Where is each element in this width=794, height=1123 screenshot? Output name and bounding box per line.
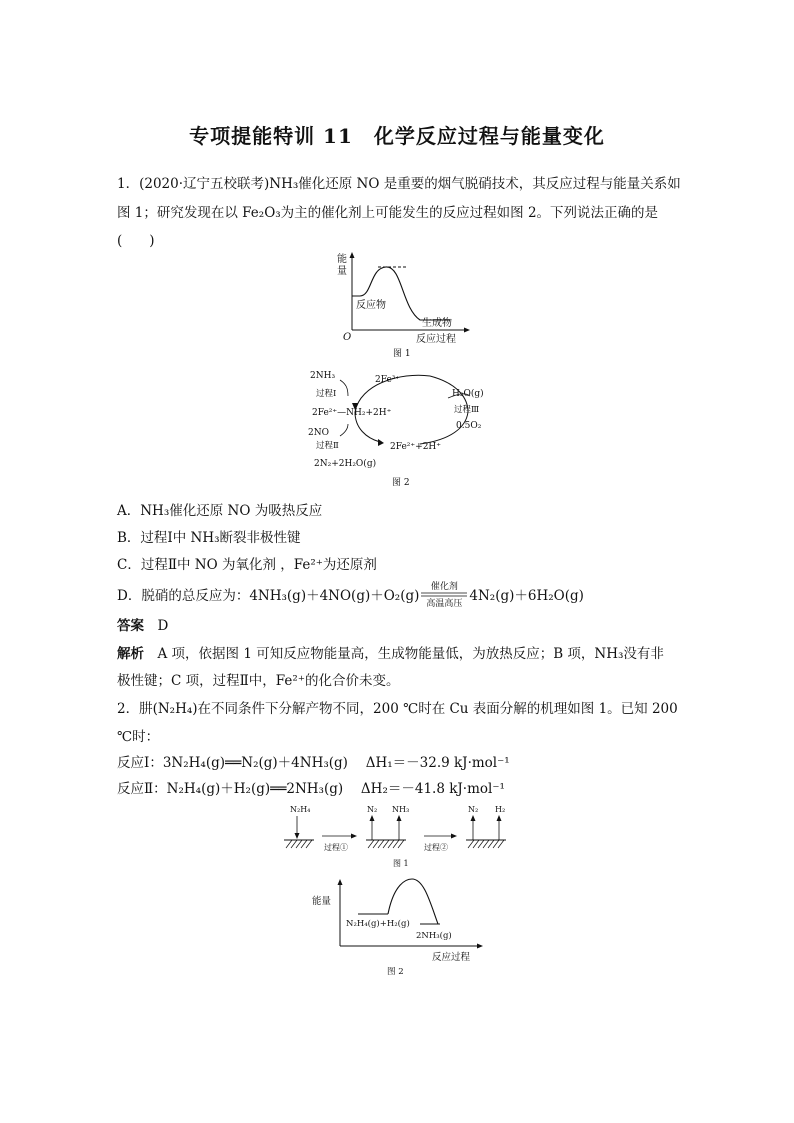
q1-answer	[117, 614, 168, 634]
q2-fig2-ylabel: 能量	[312, 896, 332, 907]
q2-fig1-hatch-2	[368, 840, 404, 848]
q1-fig1-x-arrow	[464, 328, 470, 333]
q2-figure1-mechanism	[282, 800, 512, 872]
q2-fig1-nh3: NH₃	[392, 805, 410, 814]
q1-fig2-process3: 过程Ⅲ	[454, 405, 480, 415]
q2-fig1-arrowhead-down	[295, 833, 300, 839]
q1-fig2-caption: 图 2	[392, 478, 410, 488]
q1-fig1-origin: O	[343, 332, 352, 343]
q1-fig1-reactant-label: 反应物	[356, 300, 386, 311]
q2-fig2-energy-curve	[388, 879, 438, 924]
q1-fig2-fe3: 2Fe³⁺	[375, 375, 401, 385]
q1-answer-value: D	[157, 618, 169, 634]
q1-fig1-y-arrow	[350, 252, 355, 258]
q1-fig1-energy-curve	[352, 267, 450, 320]
q1-fig1-product-label: 生成物	[422, 318, 452, 329]
q1-stem-line3: ( )	[117, 233, 155, 249]
q1-analysis-line2: 极性键；C 项，过程Ⅱ中，Fe²⁺的化合价未变。	[117, 673, 400, 689]
q1-fig2-no: 2NO	[308, 428, 329, 438]
q1-analysis-text1: A 项，依据图 1 可知反应物能量高，生成物能量低，为放热反应；B 项，NH₃没有非	[157, 646, 664, 662]
q2-fig2-y-arrow	[338, 879, 343, 885]
q1-fig2-process2: 过程Ⅱ	[316, 441, 339, 451]
q2-fig1-caption: 图 1	[393, 859, 409, 868]
q1-fig2-input-no	[340, 424, 348, 436]
q1-option-d-condition-text: 高温高压	[426, 599, 463, 609]
q2-fig1-hatch-3	[468, 840, 504, 848]
q1-figure2-catalytic-cycle	[300, 366, 500, 490]
q1-analysis-line1	[117, 642, 664, 662]
q2-fig2-product-label: 2NH₃(g)	[416, 931, 452, 941]
q1-fig2-nh3: 2NH₃	[310, 371, 336, 381]
q1-option-d-left: D．脱硝的总反应为：4NH₃(g)＋4NO(g)＋O₂(g)	[117, 588, 420, 604]
q2-reaction2: 反应Ⅱ：N₂H₄(g)＋H₂(g)══2NH₃(g) ΔH₂＝－41.8 kJ·mol⁻¹	[117, 781, 505, 797]
q1-option-d-right: 4N₂(g)＋6H₂O(g)	[469, 588, 584, 604]
q1-stem-line1: 1．(2020·辽宁五校联考)NH₃催化还原 NO 是重要的烟气脱硝技术，其反应过程与能量关系如	[117, 176, 681, 192]
q1-option-a: A．NH₃催化还原 NO 为吸热反应	[117, 503, 323, 519]
q1-option-d-catalyst: 催化剂	[430, 582, 458, 592]
q2-stem-line2: ℃时：	[117, 729, 160, 745]
page-title: 专项提能特训 11 化学反应过程与能量变化	[189, 124, 605, 148]
q1-option-d-condition	[419, 582, 469, 609]
q1-fig1-caption: 图 1	[393, 349, 411, 359]
q2-fig1-step1-arrowhead	[351, 834, 357, 839]
q2-stem-line1: 2．肼(N₂H₄)在不同条件下分解产物不同，200 ℃时在 Cu 表面分解的机理如图 1。已知 200	[117, 701, 678, 717]
q2-fig1-n2h4: N₂H₄	[290, 805, 311, 814]
q2-fig2-x-arrow	[477, 944, 483, 949]
q2-fig1-n2-b: N₂	[468, 805, 479, 814]
q2-fig1-step2: 过程②	[424, 843, 448, 852]
q1-fig2-input-nh3	[340, 380, 348, 396]
q1-answer-label: 答案	[117, 618, 144, 634]
q2-fig1-n2: N₂	[367, 805, 378, 814]
q1-fig2-process1: 过程Ⅰ	[316, 389, 337, 399]
q1-fig1-xlabel: 反应过程	[416, 334, 456, 345]
q2-fig1-hatch-1	[286, 840, 312, 848]
q1-fig2-middle: 2Fe²⁺—NH₂+2H⁺	[312, 408, 392, 418]
q1-analysis-label: 解析	[117, 646, 144, 662]
q2-fig1-step2-arrowhead	[451, 834, 457, 839]
q1-figure1-energy-diagram	[330, 250, 470, 360]
q1-fig2-o2: 0.5O₂	[456, 421, 482, 431]
q2-fig1-step1: 过程①	[324, 843, 348, 852]
q2-reaction1: 反应Ⅰ：3N₂H₄(g)══N₂(g)＋4NH₃(g) ΔH₁＝－32.9 kJ·mol⁻¹	[117, 755, 510, 771]
q2-fig1-h2: H₂	[495, 805, 506, 814]
q2-fig2-caption: 图 2	[387, 967, 404, 977]
q1-fig2-arrowhead-2	[378, 439, 384, 446]
q1-fig1-ylabel-1: 能	[337, 254, 347, 265]
q1-option-c: C．过程Ⅱ中 NO 为氧化剂 ，Fe²⁺为还原剂	[117, 557, 377, 573]
q2-figure2-energy-diagram	[310, 876, 486, 978]
q2-fig2-xlabel: 反应过程	[432, 952, 471, 963]
q1-fig2-h2o: H₂O(g)	[452, 389, 484, 399]
q1-option-b: B．过程Ⅰ中 NH₃断裂非极性键	[117, 530, 301, 546]
q1-fig2-products: 2N₂+2H₂O(g)	[314, 459, 377, 469]
q1-fig1-ylabel-2: 量	[337, 266, 347, 277]
q1-stem-line2: 图 1；研究发现在以 Fe₂O₃为主的催化剂上可能发生的反应过程如图 2。下列说法正确的是	[117, 205, 659, 221]
q1-option-d	[117, 582, 584, 609]
q2-fig2-reactant-label: N₂H₄(g)+H₂(g)	[346, 919, 410, 929]
q1-fig2-bottom: 2Fe²⁺+2H⁺	[390, 442, 442, 452]
